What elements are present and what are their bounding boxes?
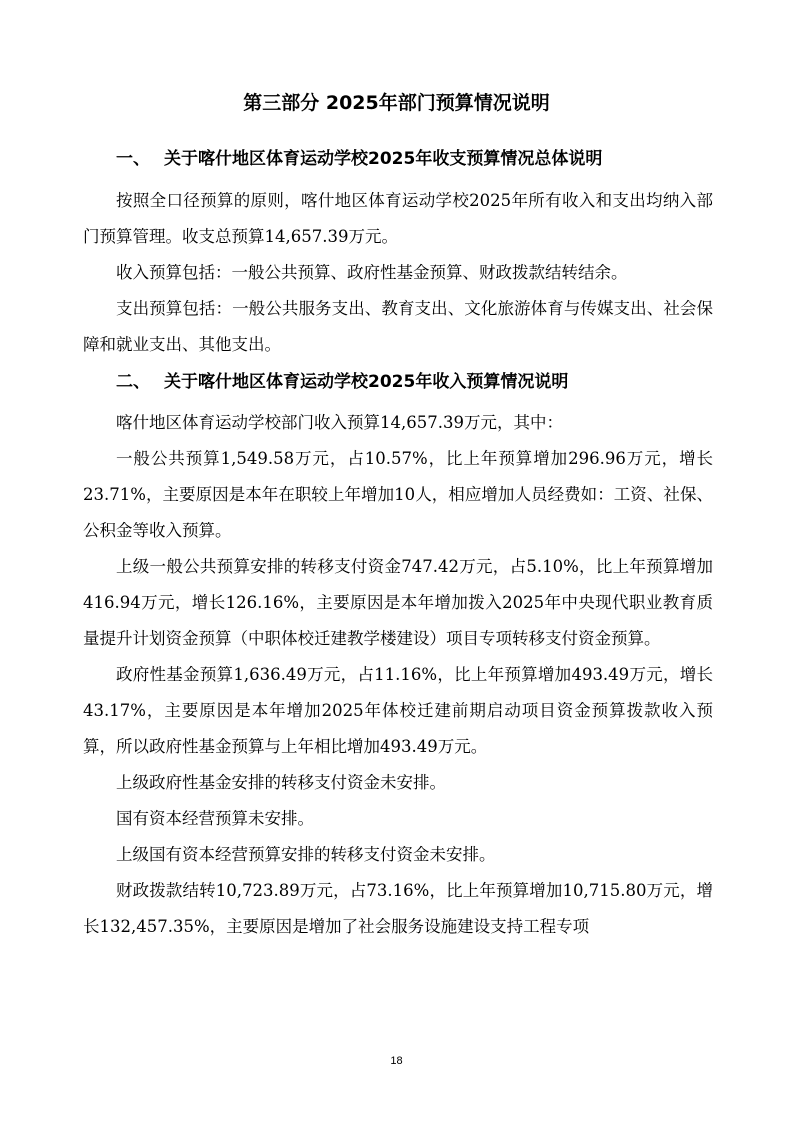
paragraph: 国有资本经营预算未安排。: [116, 809, 314, 828]
page-number: 18: [390, 1055, 403, 1067]
section-body-1: [83, 183, 713, 363]
paragraph: 上级国有资本经营预算安排的转移支付资金未安排。: [116, 845, 496, 864]
paragraph: 一般公共预算1,549.58万元，占10.57%，比上年预算增加296.96万元，增长23.71%，主要原因是本年在职较上年增加10人，相应增加人员经费如：工资、社保、公积金等收入预算。: [83, 449, 713, 540]
section-heading-2: [116, 369, 568, 395]
paragraph: 上级政府性基金安排的转移支付资金未安排。: [116, 773, 446, 792]
section-body-2: [83, 405, 713, 945]
paragraph: 收入预算包括：一般公共预算、政府性基金预算、财政拨款结转结余。: [116, 263, 628, 282]
section-number: 一、: [116, 149, 150, 169]
paragraph: 财政拨款结转10,723.89万元，占73.16%，比上年预算增加10,715.80万元，增长132,457.35%，主要原因是增加了社会服务设施建设支持工程专项: [83, 881, 713, 936]
section-heading-text: 关于喀什地区体育运动学校2025年收支预算情况总体说明: [164, 149, 603, 169]
paragraph: 上级一般公共预算安排的转移支付资金747.42万元，占5.10%，比上年预算增加416.94万元，增长126.16%，主要原因是本年增加拨入2025年中央现代职业教育质量提升计划资金预算（中职体校迁建教学楼建设）项目专项转移支付资金预算。: [83, 557, 713, 648]
section-number: 二、: [116, 372, 150, 392]
paragraph: 喀什地区体育运动学校部门收入预算14,657.39万元，其中：: [116, 413, 563, 432]
page-title: 第三部分 2025年部门预算情况说明: [243, 92, 550, 114]
section-heading-text: 关于喀什地区体育运动学校2025年收入预算情况说明: [164, 372, 569, 392]
paragraph: 支出预算包括：一般公共服务支出、教育支出、文化旅游体育与传媒支出、社会保障和就业支出、其他支出。: [83, 299, 713, 354]
paragraph: 按照全口径预算的原则，喀什地区体育运动学校2025年所有收入和支出均纳入部门预算管理。收支总预算14,657.39万元。: [83, 191, 713, 246]
paragraph: 政府性基金预算1,636.49万元，占11.16%，比上年预算增加493.49万元，增长43.17%，主要原因是本年增加2025年体校迁建前期启动项目资金预算拨款收入预算，所以政府性基金预算与上年相比增加493.49万元。: [83, 665, 713, 756]
section-heading-1: [116, 146, 602, 172]
